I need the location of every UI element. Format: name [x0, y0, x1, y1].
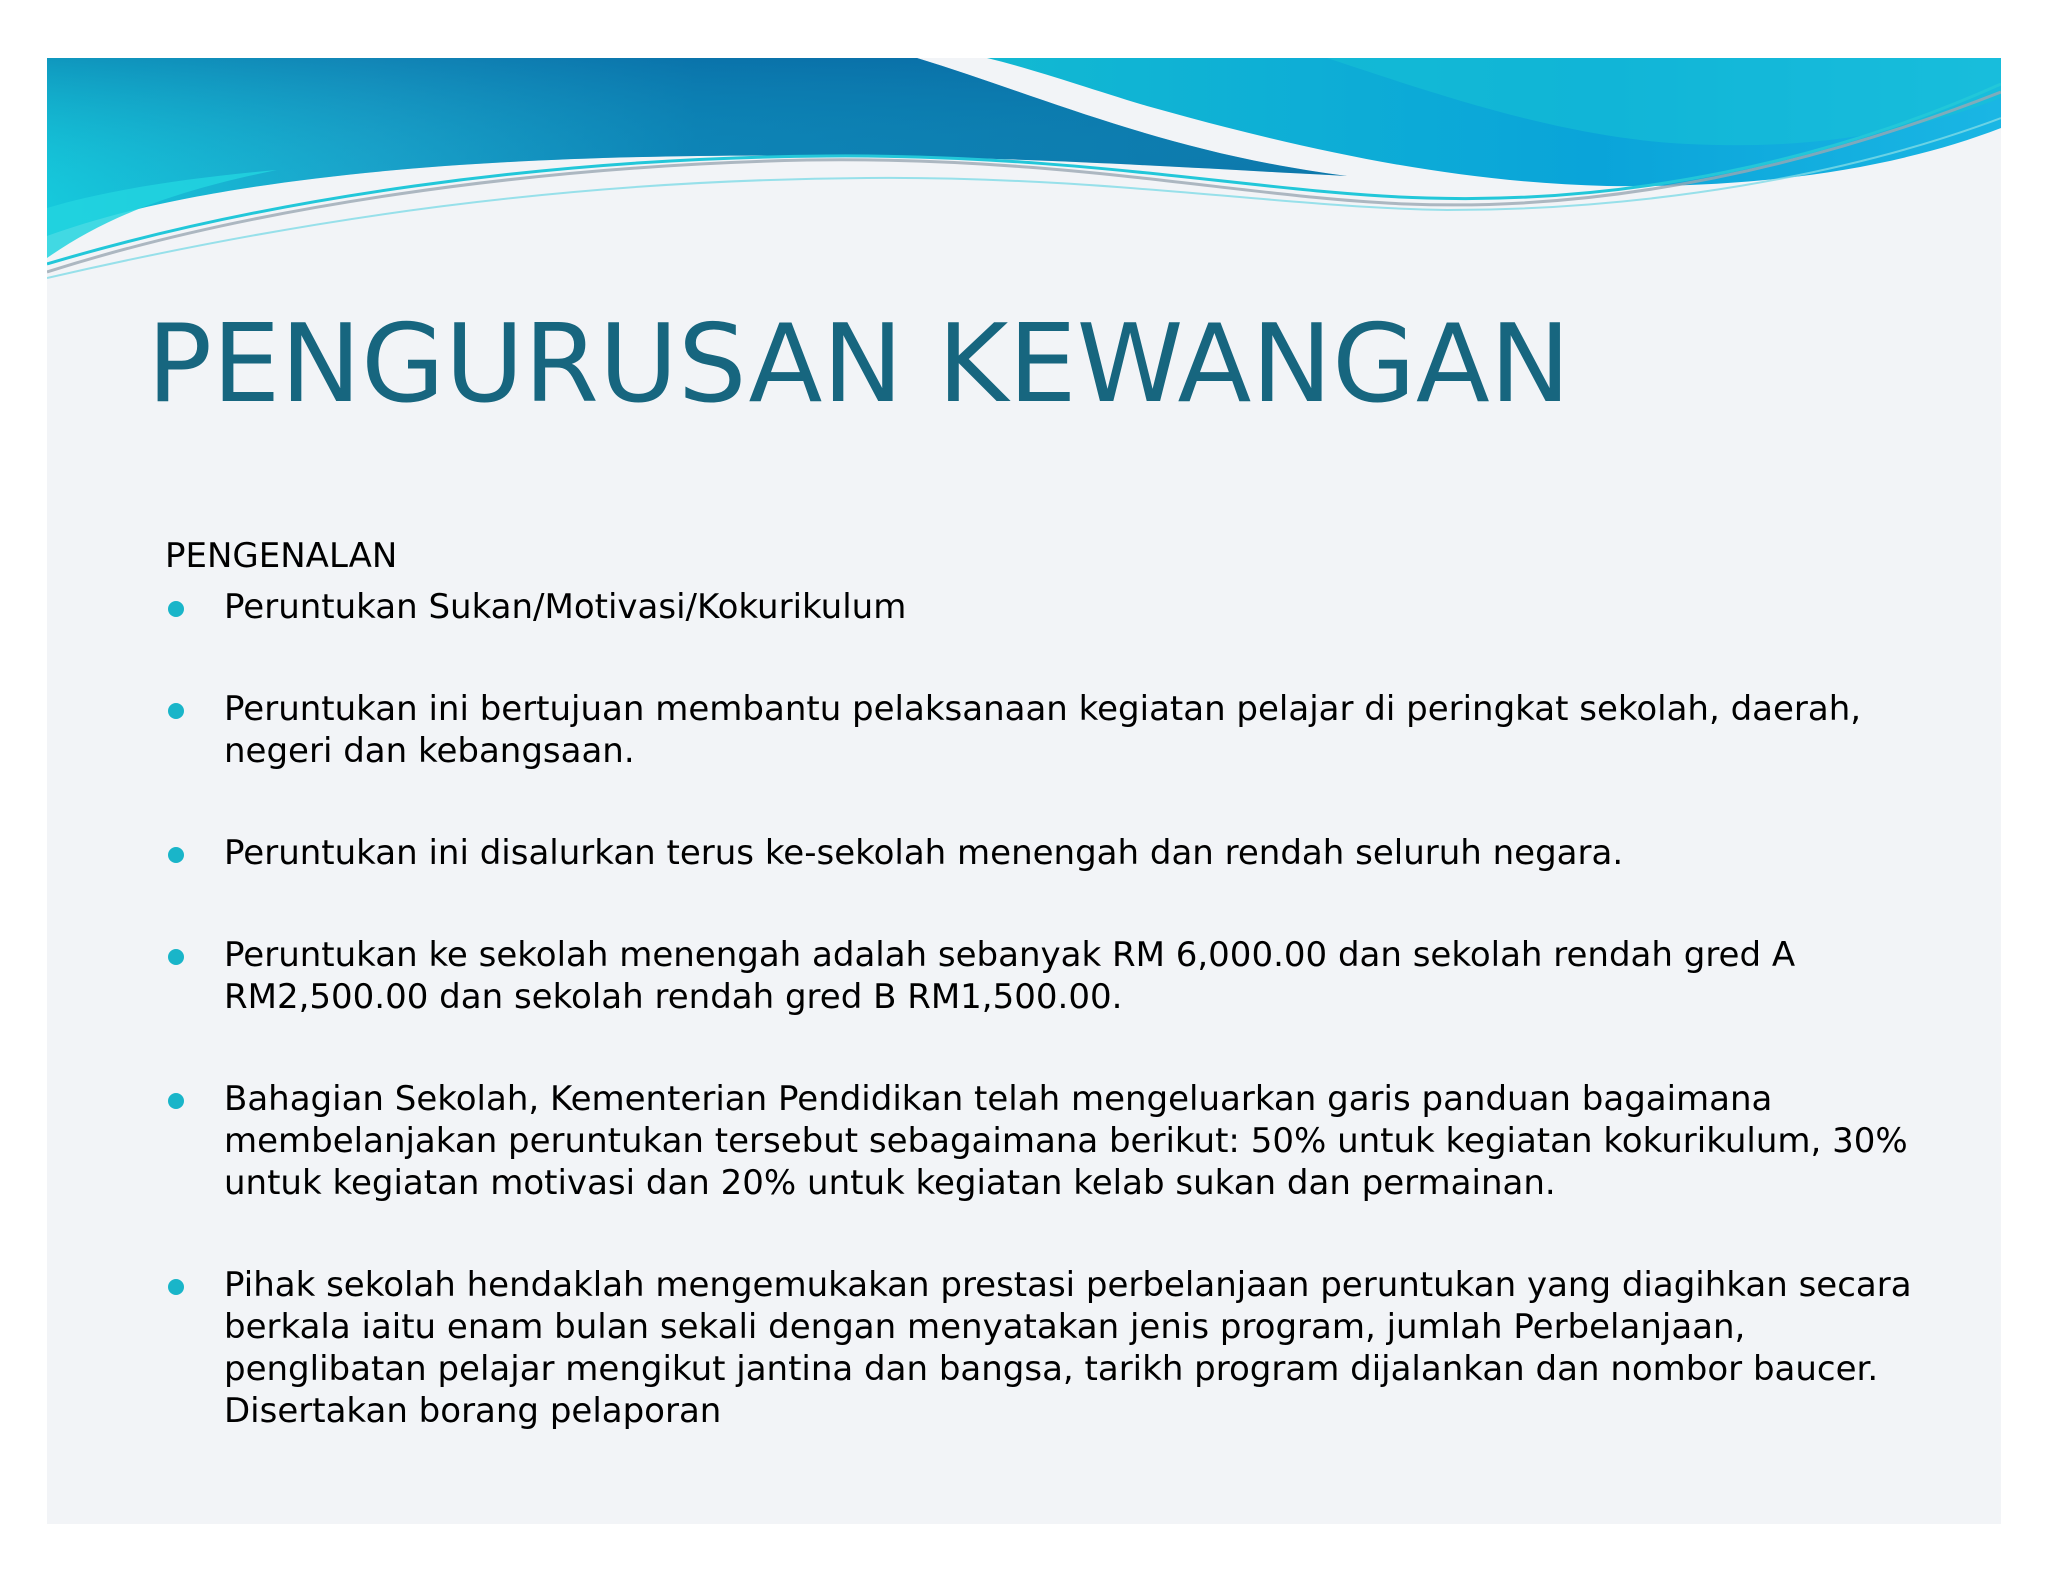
- slide-title: PENGURUSAN KEWANGAN: [147, 302, 1571, 427]
- bullet-dot-icon: [168, 847, 184, 863]
- bullet-item: [165, 1078, 1925, 1204]
- bullet-text: Peruntukan Sukan/Motivasi/Kokurikulum: [224, 587, 907, 627]
- decorative-wave-banner: [47, 58, 2001, 288]
- bullet-item: [165, 1264, 1925, 1432]
- bullet-text: Peruntukan ini bertujuan membantu pelaksanaan kegiatan pelajar di peringkat sekolah, daerah, negeri dan kebangsaan.: [224, 689, 1862, 771]
- bullet-text: Bahagian Sekolah, Kementerian Pendidikan telah mengeluarkan garis panduan bagaimana membelanjakan peruntukan tersebut sebagaimana berikut: 50% untuk kegiatan kokurikulum, 30% untuk kegiatan motivasi dan 20% untuk kegiatan kelab sukan dan permainan.: [224, 1079, 1908, 1203]
- bullet-dot-icon: [168, 949, 184, 965]
- bullet-dot-icon: [168, 601, 184, 617]
- slide-content: [165, 532, 1925, 1432]
- bullet-dot-icon: [168, 1093, 184, 1109]
- bullet-item: [165, 934, 1925, 1018]
- slide: [47, 58, 2001, 1524]
- bullet-text: Peruntukan ke sekolah menengah adalah sebanyak RM 6,000.00 dan sekolah rendah gred A RM2,500.00 dan sekolah rendah gred B RM1,500.00.: [224, 935, 1796, 1017]
- bullet-item: [165, 688, 1925, 772]
- bullet-item: [165, 832, 1925, 874]
- bullet-item: [165, 586, 1925, 628]
- section-heading: PENGENALAN: [165, 536, 398, 576]
- bullet-dot-icon: [168, 1279, 184, 1295]
- bullet-text: Pihak sekolah hendaklah mengemukakan prestasi perbelanjaan peruntukan yang diagihkan secara berkala iaitu enam bulan sekali dengan menyatakan jenis program, jumlah Perbelanjaan, penglibatan pelajar mengikut jantina dan bangsa, tarikh program dijalankan dan nombor baucer. Disertakan borang pelaporan: [224, 1265, 1912, 1431]
- bullet-dot-icon: [168, 703, 184, 719]
- bullet-list: [165, 586, 1925, 1432]
- bullet-text: Peruntukan ini disalurkan terus ke-sekolah menengah dan rendah seluruh negara.: [224, 833, 1624, 873]
